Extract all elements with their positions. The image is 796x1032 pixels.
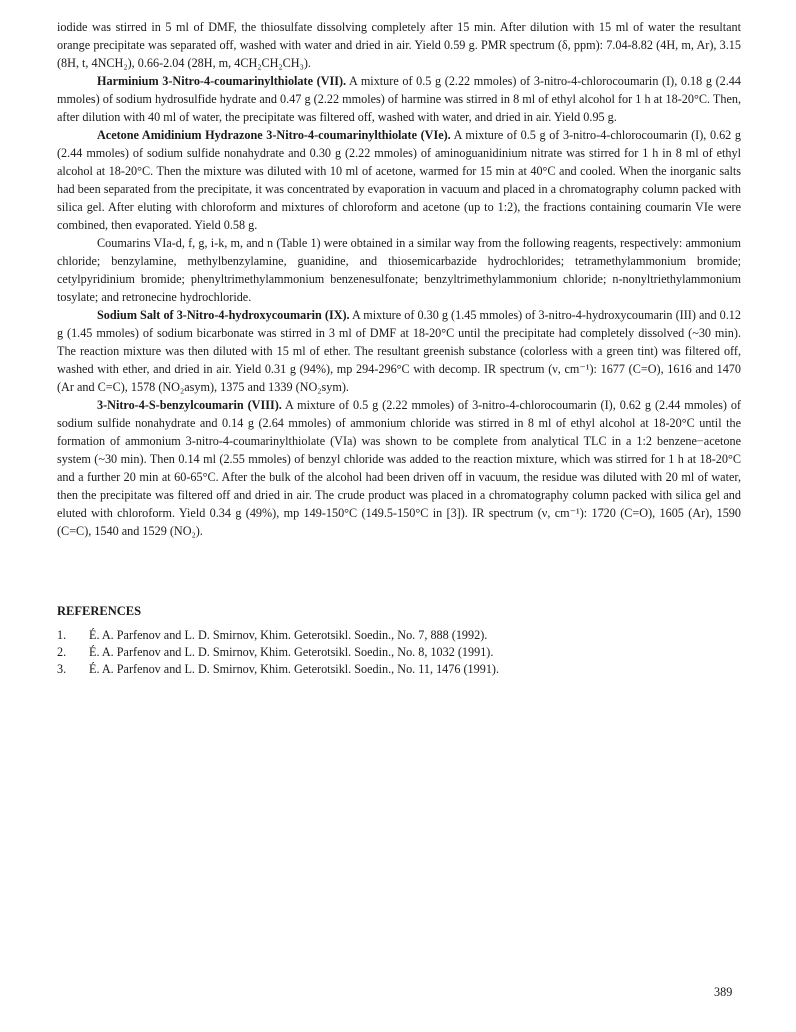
page-number: 389: [714, 985, 733, 999]
section-heading: Sodium Salt of 3-Nitro-4-hydroxycoumarin (IX).: [97, 308, 350, 322]
paragraph-continued: [57, 18, 741, 72]
reference-item: [57, 627, 741, 644]
reference-text: É. A. Parfenov and L. D. Smirnov, Khim. Geterotsikl. Soedin., No. 11, 1476 (1991).: [89, 662, 500, 676]
paragraph-text: A mixture of 0.5 g (2.22 mmoles) of 3-nitro-4-chlorocoumarin (I), 0.62 g (2.44 mmoles) of sodium sulfide nonahydrate and 0.14 g (2.64 mmoles) of ammonium chloride was stirred in 8 ml of ethyl alcohol at 18-20°C until the formation of ammonium 3-nitro-4-coumarinylthiolate (VIa) was shown to be complete from analytical TLC in a 1:2 benzene−acetone system (~30 min). Then 0.14 ml (2.55 mmoles) of benzyl chloride was added to the reaction mixture, which was stirred for 1 h at 18-20°C and a further 20 min at 60-65°C. After the bulk of the alcohol had been driven off in vacuum, the residue was diluted with 20 ml of water, then the precipitate was filtered off and dried in air. The crude product was placed in a chromatography column packed with silica gel and eluted with chloroform. Yield 0.34 g (49%), mp 149-150°C (149.5-150°C in [3]). IR spectrum (ν, cm⁻¹): 1720 (C=O), 1605 (Ar), 1590 (C=C), 1540 and 1529 (NO₂).: [57, 398, 741, 538]
section-heading: Harminium 3-Nitro-4-coumarinylthiolate (VII).: [97, 74, 347, 88]
reference-item: [57, 644, 741, 661]
references-heading: REFERENCES: [57, 604, 142, 618]
paragraph-text: iodide was stirred in 5 ml of DMF, the thiosulfate dissolving completely after 15 min. After dilution with 15 ml of water the resultant orange precipitate was separated off, washed with water and dried in air. Yield 0.59 g. PMR spectrum (δ, ppm): 7.04-8.82 (4H, m, Ar), 3.15 (8H, t, 4NCH₂), 0.66-2.04 (28H, m, 4CH₂CH₂CH₃).: [57, 20, 741, 70]
paragraph-text: A mixture of 0.30 g (1.45 mmoles) of 3-nitro-4-hydroxycoumarin (III) and 0.12 g (1.45 mmoles) of sodium bicarbonate was stirred in 3 ml of DMF at 18-20°C until the precipitate had completely dissolved (~30 min). The reaction mixture was then diluted with 15 ml of ether. The resultant greenish substance (colorless with a green tint) was filtered off, washed with ether, and dried in air. Yield 0.31 g (94%), mp 294-296°C with decomp. IR spectrum (ν, cm⁻¹): 1677 (C=O), 1616 and 1470 (Ar and C=C), 1578 (NO₂asym), 1375 and 1339 (NO₂sym).: [57, 308, 741, 394]
paragraph-benzylcoumarin: [57, 396, 741, 540]
body-text: [57, 18, 741, 540]
paragraph-text: A mixture of 0.5 g (2.22 mmoles) of 3-nitro-4-chlorocoumarin (I), 0.18 g (2.44 mmoles) of sodium hydrosulfide hydrate and 0.47 g (2.22 mmoles) of harmine was stirred in 8 ml of ethyl alcohol for 1 h at 18-20°C. Then, after dilution with 40 ml of water, the precipitate was filtered off, washed with water, and dried in air. Yield 0.95 g.: [57, 74, 741, 124]
paragraph-text: Coumarins VIa-d, f, g, i-k, m, and n (Table 1) were obtained in a similar way from the following reagents, respectively: ammonium chloride; benzylamine, methylbenzylamine, guanidine, and thiosemicarbazide hydrochlorides; tetramethylammonium bromide; cetylpyridinium bromide; phenyltrimethylammonium benzenesulfonate; benzyltrimethylammonium chloride; n-nonyltriethylammonium tosylate; and retronecine hydrochloride.: [57, 236, 741, 304]
paragraph-harminium: [57, 72, 741, 126]
section-heading: 3-Nitro-4-S-benzylcoumarin (VIII).: [97, 398, 282, 412]
reference-number: 3.: [57, 662, 67, 676]
paragraph-text: A mixture of 0.5 g of 3-nitro-4-chlorocoumarin (I), 0.62 g (2.44 mmoles) of sodium sulfide nonahydrate and 0.30 g (2.22 mmoles) of aminoguanidinium nitrate was stirred for 1 h in 8 ml of ethyl alcohol at 18-20°C. Then the mixture was diluted with 10 ml of acetone, warmed for 15 min at 40°C and cooled. When the inorganic salts had been separated from the precipitate, it was concentrated by evaporation in vacuum and placed in a chromatography column packed with silica gel. After eluting with chloroform and mixtures of chloroform and acetone (up to 1:2), the fractions containing coumarin VIe were combined, then evaporated. Yield 0.58 g.: [57, 128, 741, 232]
paragraph-acetone-amidinium: [57, 126, 741, 234]
reference-number: 1.: [57, 628, 67, 642]
reference-item: [57, 661, 741, 678]
reference-text: É. A. Parfenov and L. D. Smirnov, Khim. Geterotsikl. Soedin., No. 8, 1032 (1991).: [89, 645, 494, 659]
reference-number: 2.: [57, 645, 67, 659]
paragraph-sodium-salt: [57, 306, 741, 396]
references-list: [57, 627, 741, 678]
paragraph-coumarins: [57, 234, 741, 306]
section-heading: Acetone Amidinium Hydrazone 3-Nitro-4-coumarinylthiolate (VIe).: [97, 128, 451, 142]
reference-text: É. A. Parfenov and L. D. Smirnov, Khim. Geterotsikl. Soedin., No. 7, 888 (1992).: [89, 628, 488, 642]
